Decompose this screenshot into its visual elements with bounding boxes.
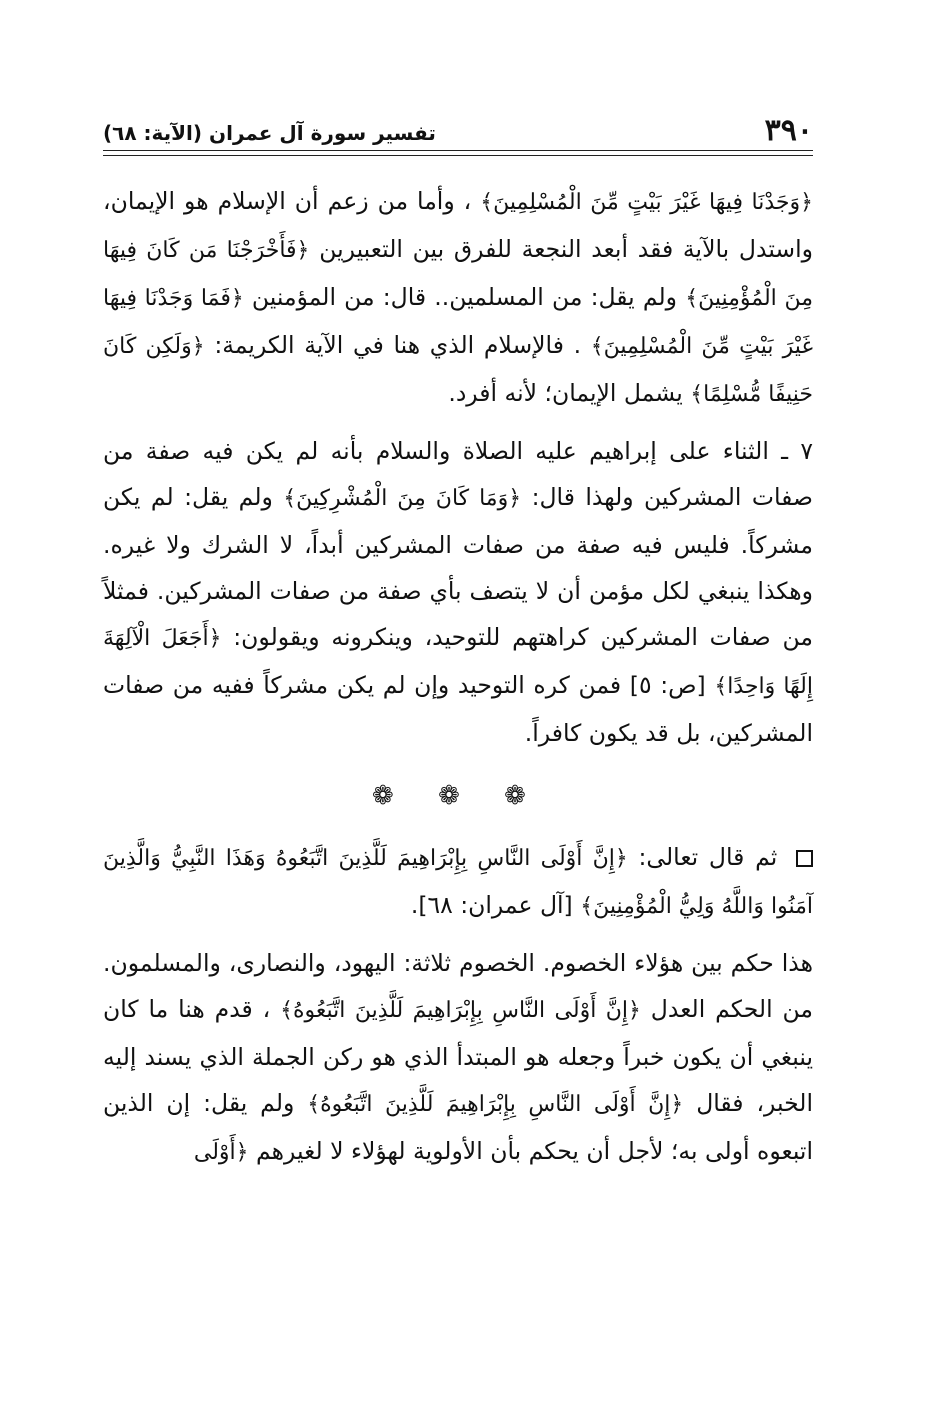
page-body [103,178,813,1186]
page-number: ٣٩٠ [764,113,813,148]
running-title: تفسير سورة آل عمران (الآية: ٦٨) [103,121,436,145]
text-span: ، قدم هنا ما كان ينبغي أن يكون خبراً وجعله هو المبتدأ الذي هو ركن الجملة الذي يسند إليه الخبر، فقال [103,995,813,1117]
page-header [103,108,813,148]
quran-quote: ﴿فَأَخْرَجْنَا مَن كَانَ فِيهَا مِنَ الْمُؤْمِنِينَ﴾ [103,238,813,311]
quran-quote: ﴿إِنَّ أَوْلَى النَّاسِ بِإِبْرَاهِيمَ لَلَّذِينَ اتَّبَعُوهُ وَهَذَا النَّبِيُّ وَالَّذِينَ آمَنُوا وَاللَّهُ وَلِيُّ الْمُؤْمِنِينَ﴾ [103,846,813,919]
text-span: ولم يقل: إن الذين اتبعوه أولى به؛ لأجل أن يحكم بأن الأولوية لهؤلاء لا لغيرهم [103,1089,813,1165]
quran-quote: ﴿أَوْلَى [193,1140,249,1165]
text-span: يشمل الإيمان؛ لأنه أفرد. [448,379,683,407]
paragraph-1 [103,178,813,418]
paragraph-2 [103,428,813,756]
quran-quote: ﴿فَمَا وَجَدْنَا فِيهَا غَيْرَ بَيْتٍ مِّنَ الْمُسْلِمِينَ﴾ [103,286,813,359]
paragraph-4 [103,940,813,1176]
header-rule [103,150,813,151]
text-span: هذا حكم بين هؤلاء الخصوم. الخصوم ثلاثة: اليهود، والنصارى، والمسلمون. من الحكم العدل [103,949,813,1023]
quran-quote: ﴿إِنَّ أَوْلَى النَّاسِ بِإِبْرَاهِيمَ لَلَّذِينَ اتَّبَعُوهُ﴾ [307,1092,684,1117]
quran-quote: ﴿وَجَدْنَا فِيهَا غَيْرَ بَيْتٍ مِّنَ الْمُسْلِمِينَ﴾ [480,190,813,215]
text-span: [آل عمران: ٦٨]. [410,891,573,919]
quran-quote: ﴿وَمَا كَانَ مِنَ الْمُشْرِكِينَ﴾ [283,486,522,511]
quran-quote: ﴿أَجَعَلَ الْآلِهَةَ إِلَهًا وَاحِدًا﴾ [103,626,813,699]
text-span: ولم يقل: من المسلمين.. قال: من المؤمنين [251,283,678,311]
text-span: ولم يقل: لم يكن مشركاً. فليس فيه صفة من صفات المشركين أبداً، لا الشرك ولا غيره. وهكذا ينبغي لكل مؤمن أن لا يتصف بأي صفة من صفات المشركين. فمثلاً من صفات المشركين كراهتهم للتوحيد، وينكرونه ويقولون: [103,483,813,651]
paragraph-3 [103,834,813,930]
text-span: . فالإسلام الذي هنا في الآية الكريمة: [214,331,582,359]
quran-quote: ﴿وَلَكِن كَانَ حَنِيفًا مُّسْلِمًا﴾ [103,334,813,407]
header-rule-secondary [103,155,813,156]
section-separator: ❁ ❁ ❁ [372,781,544,811]
text-span: ثم قال تعالى: [638,843,778,871]
quran-quote: ﴿إِنَّ أَوْلَى النَّاسِ بِإِبْرَاهِيمَ لَلَّذِينَ اتَّبَعُوهُ﴾ [280,998,641,1023]
text-span: ٧ ـ الثناء على إبراهيم عليه الصلاة والسلام بأنه لم يكن فيه صفة من صفات المشركين ولهذا قال: [103,437,813,511]
square-bullet-icon [796,850,813,867]
text-span: ، وأما من زعم أن الإسلام هو الإيمان، واستدل بالآية فقد أبعد النجعة للفرق بين التعبيرين [103,187,813,263]
text-span: [ص: ٥] فمن كره التوحيد وإن لم يكن مشركاً ففيه من صفات المشركين، بل قد يكون كافراً. [103,671,813,747]
